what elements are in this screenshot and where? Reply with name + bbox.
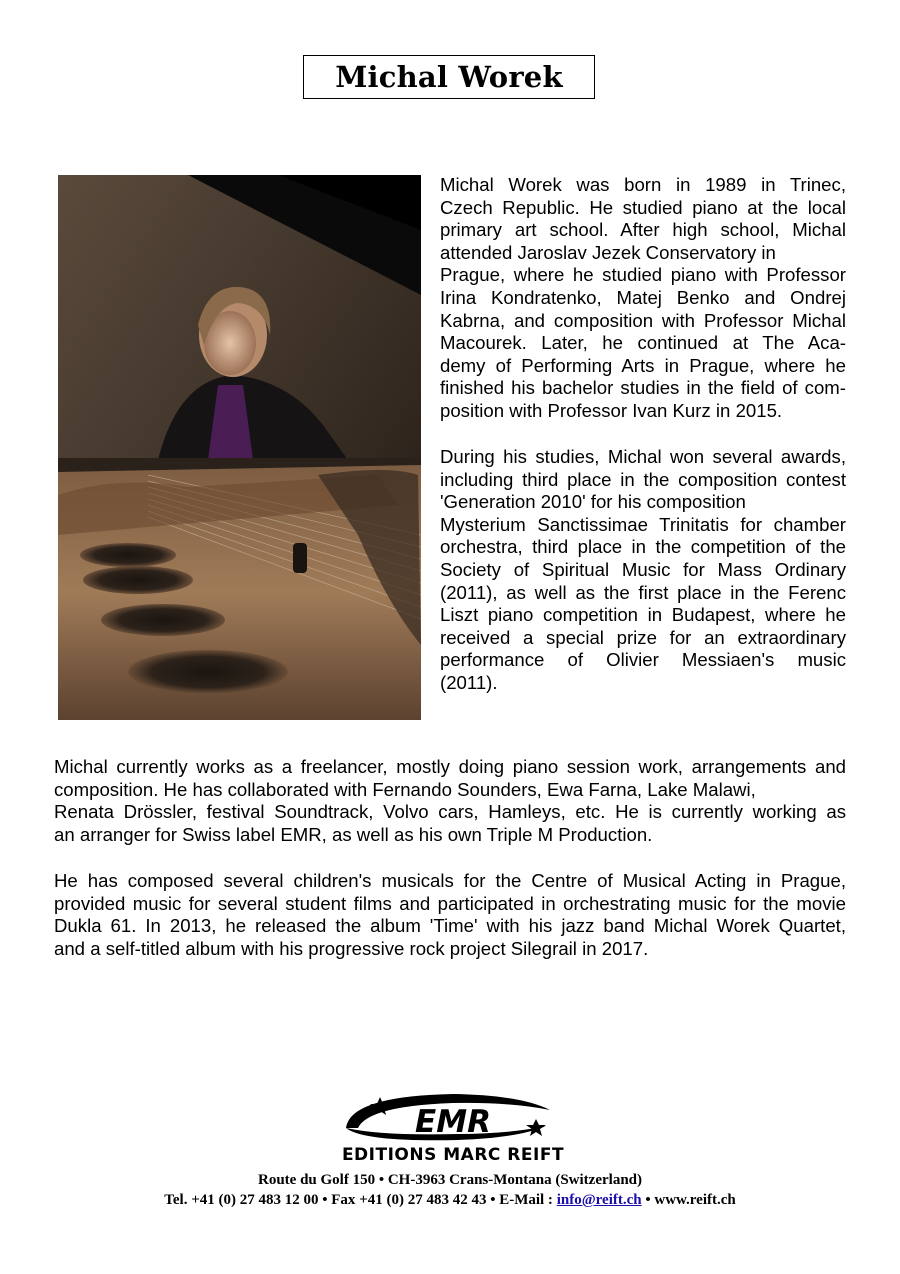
pianist-photo: [58, 175, 421, 720]
text-line: He has composed several children's musicals for the Centre of Musical Acting in Prague,: [54, 870, 846, 891]
page-title: Michal Worek: [335, 60, 563, 94]
text-line: performance of Olivier Messiaen's music: [440, 649, 846, 671]
footer-website: • www.reift.ch: [641, 1192, 736, 1208]
text-line: Renata Drössler, festival Soundtrack, Volvo cars, Hamleys, etc. He is currently working as: [54, 801, 846, 823]
text-line: attended Jaroslav Jezek Conservatory in: [440, 241, 776, 263]
bio-paragraph-1: [440, 174, 846, 423]
text-line: orchestra, third place in the competition of the: [440, 536, 846, 558]
footer-contact: [0, 1192, 900, 1209]
text-line: including third place in the composition contest: [440, 468, 846, 490]
logo-mark: EMR: [415, 1104, 491, 1140]
text-line: provided music for several student films and participated in orchestrating music for the movie: [54, 892, 846, 914]
text-line: Macourek. Later, he continued at The Aca-: [440, 332, 846, 354]
text-line: (2011), as well as the first place in the Ferenc: [440, 581, 846, 603]
text-line: Prague, where he studied piano with Professor: [440, 264, 846, 286]
email-link[interactable]: info@reift.ch: [556, 1192, 642, 1208]
bio-paragraph-3: [54, 756, 846, 846]
text-line: position with Professor Ivan Kurz in 2015.: [440, 399, 783, 421]
text-line: Society of Spiritual Music for Mass Ordinary: [440, 558, 846, 580]
logo-name: EDITIONS MARC REIFT: [341, 1145, 565, 1164]
text-line: During his studies, Michal won several awards,: [440, 446, 846, 467]
text-line: and a self-titled album with his progressive rock project Silegrail in 2017.: [54, 937, 649, 959]
text-line: (2011).: [440, 671, 498, 693]
text-line: Dukla 61. In 2013, he released the album 'Time' with his jazz band Michal Worek Quartet,: [54, 915, 846, 937]
text-line: Michal Worek was born in 1989 in Trinec,: [440, 174, 846, 195]
text-line: Irina Kondratenko, Matej Benko and Ondrej: [440, 286, 846, 308]
text-line: demy of Performing Arts in Prague, where he: [440, 354, 846, 376]
text-line: 'Generation 2010' for his composition: [440, 491, 746, 513]
text-line: Michal currently works as a freelancer, mostly doing piano session work, arrangements and: [54, 756, 846, 777]
text-line: composition. He has collaborated with Fernando Sounders, Ewa Farna, Lake Malawi,: [54, 778, 756, 800]
text-line: primary art school. After high school, Michal: [440, 219, 846, 241]
title-box: [303, 55, 595, 99]
footer-contact-text: Tel. +41 (0) 27 483 12 00 • Fax +41 (0) 27 483 42 43 • E-Mail :: [164, 1192, 557, 1208]
text-line: Liszt piano competition in Budapest, where he: [440, 604, 846, 626]
text-line: Czech Republic. He studied piano at the local: [440, 196, 846, 218]
emr-logo: [288, 1088, 618, 1164]
text-line: received a special prize for an extraordinary: [440, 626, 846, 648]
bio-paragraph-2: [440, 446, 846, 695]
text-line: Kabrna, and composition with Professor Michal: [440, 309, 846, 331]
text-line: finished his bachelor studies in the field of com-: [440, 377, 846, 399]
text-line: an arranger for Swiss label EMR, as well as his own Triple M Production.: [54, 823, 653, 845]
footer-address: Route du Golf 150 • CH-3963 Crans-Montana (Switzerland): [258, 1172, 642, 1188]
text-line: Mysterium Sanctissimae Trinitatis for chamber: [440, 513, 846, 535]
bio-paragraph-4: [54, 870, 846, 960]
